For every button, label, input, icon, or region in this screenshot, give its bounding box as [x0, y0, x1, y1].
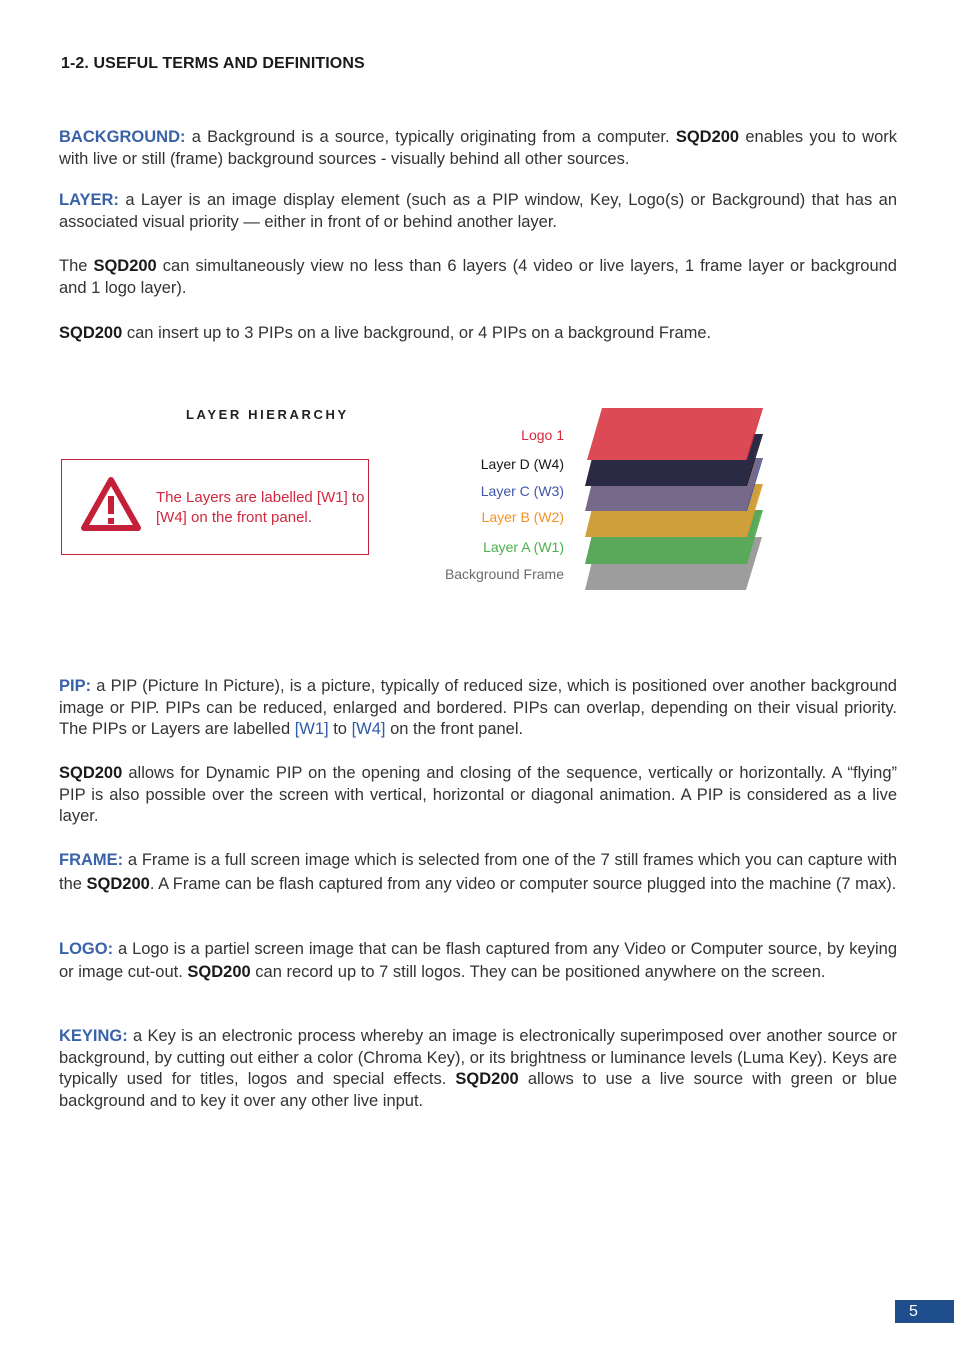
layer-label-logo1: Logo 1: [521, 427, 564, 443]
definition-keying: [59, 1026, 897, 1112]
product-name: SQD200: [59, 324, 123, 342]
page-number: 5: [895, 1300, 954, 1323]
layer-label-background-frame: Background Frame: [444, 566, 564, 582]
definition-frame: [59, 848, 897, 896]
layer-label-layer-a: Layer A (W1): [483, 539, 564, 555]
definition-pip: [59, 676, 897, 741]
text: allows to use a live source with green or blue background and to key it over any other live input.: [59, 1070, 897, 1110]
product-name: SQD200: [187, 963, 251, 981]
product-name: SQD200: [93, 257, 157, 275]
text: . A Frame can be flash captured from any video or computer source plugged into the machine (7 max).: [149, 875, 897, 893]
layer-plate-logo1: [587, 408, 762, 460]
paragraph-dynamic-pip: [59, 763, 897, 828]
layer-label-layer-c: Layer C (W3): [480, 483, 564, 499]
w4-ref: [W4]: [351, 720, 386, 738]
text: can record up to 7 still logos. They can be positioned anywhere on the screen.: [250, 963, 826, 981]
text: can insert up to 3 PIPs on a live background, or 4 PIPs on a background Frame.: [122, 324, 712, 342]
layer-label-layer-b: Layer B (W2): [481, 509, 564, 525]
text: a Background is a source, typically originating from a computer.: [185, 128, 676, 146]
product-name: SQD200: [86, 875, 150, 893]
product-name: SQD200: [675, 128, 740, 146]
layer-label-layer-d: Layer D (W4): [480, 456, 564, 472]
definition-logo: [59, 938, 897, 984]
term-keying: KEYING:: [59, 1027, 128, 1045]
layer-stack-diagram: [0, 0, 954, 620]
text: a Logo is a partiel screen image that can be flash captured from any Video or Computer source, by keying or image cut-out.: [59, 940, 897, 981]
product-name: SQD200: [455, 1070, 519, 1088]
text: can simultaneously view no less than 6 layers (4 video or live layers, 1 frame layer or background and 1 logo layer).: [59, 257, 897, 297]
product-name: SQD200: [59, 764, 123, 782]
text: allows for Dynamic PIP on the opening and closing of the sequence, vertically or horizontally. A “flying” PIP is also possible over the screen with vertical, horizontal or diagonal animation. A PIP is considered as a live layer.: [59, 764, 897, 825]
warning-text: The Layers are labelled [W1] to [W4] on the front panel.: [156, 489, 365, 526]
term-background: BACKGROUND:: [59, 128, 186, 146]
term-layer: LAYER:: [59, 191, 119, 209]
text: on the front panel.: [385, 720, 524, 738]
term-logo: LOGO:: [59, 940, 114, 958]
text: a PIP (Picture In Picture), is a picture, typically of reduced size, which is positioned over another background image or PIP. PIPs can be reduced, enlarged and bordered. PIPs can overlap, depending on their visual priority. The PIPs or Layers are labelled: [59, 677, 897, 738]
text: The: [59, 257, 94, 275]
section-heading: 1-2. USEFUL TERMS AND DEFINITIONS: [61, 55, 365, 72]
term-pip: PIP:: [59, 677, 92, 695]
text: to: [328, 720, 352, 738]
w1-ref: [W1]: [294, 720, 329, 738]
term-frame: FRAME:: [59, 851, 124, 869]
text: enables you to work with live or still (frame) background sources - visually behind all other sources.: [59, 128, 898, 168]
text: a Key is an electronic process whereby an image is electronically superimposed over another source or background, by cutting out either a color (Chroma Key), or its brightness or luminance levels (Luma Key). Keys are typically used for titles, logos and special effects.: [59, 1027, 897, 1088]
layer-hierarchy-title: LAYER HIERARCHY: [186, 407, 349, 422]
text: a Frame is a full screen image which is selected from one of the 7 still frames which you can capture with the: [59, 851, 897, 893]
text: a Layer is an image display element (such as a PIP window, Key, Logo(s) or Background) that has an associated visual priority — either in front of or behind another layer.: [59, 191, 897, 231]
